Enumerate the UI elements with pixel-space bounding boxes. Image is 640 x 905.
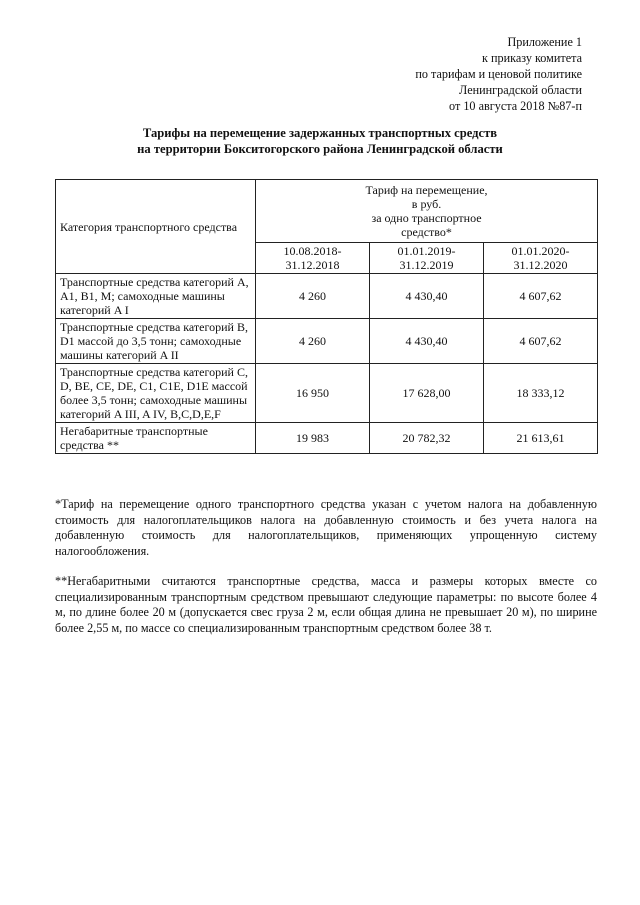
- tariff-table: [55, 179, 598, 454]
- appendix-line: от 10 августа 2018 №87-п: [449, 99, 582, 113]
- tariff-cell: 4 260: [256, 319, 370, 364]
- category-cell: Транспортные средства категорий A, A1, B1, M; самоходные машины категорий A I: [56, 274, 256, 319]
- category-cell: Негабаритные транспортные средства **: [56, 423, 256, 454]
- tariff-header-line: в руб.: [411, 197, 442, 211]
- document-title: [0, 125, 640, 157]
- period-header: 10.08.2018-31.12.2018: [256, 243, 370, 274]
- appendix-line: к приказу комитета: [482, 51, 582, 65]
- appendix-line: по тарифам и ценовой политике: [415, 67, 582, 81]
- table-row: [56, 423, 598, 454]
- tariff-cell: 4 430,40: [370, 319, 484, 364]
- tariff-cell: 21 613,61: [484, 423, 598, 454]
- tariff-header-line: за одно транспортное: [371, 211, 482, 225]
- appendix-line: Ленинградской области: [459, 83, 582, 97]
- period-header: 01.01.2019-31.12.2019: [370, 243, 484, 274]
- footnote-vat: *Тариф на перемещение одного транспортного средства указан с учетом налога на добавленную стоимость для налогоплательщиков налога на добавленную стоимость и без учета налога на добавленную стоимость для налогоплательщиков, применяющих упрощенную систему налогообложения.: [55, 497, 597, 558]
- tariff-cell: 4 260: [256, 274, 370, 319]
- tariff-cell: 20 782,32: [370, 423, 484, 454]
- table-row: [56, 364, 598, 423]
- appendix-block: [415, 34, 582, 114]
- category-header: Категория транспортного средства: [56, 180, 256, 274]
- footnote-oversized: **Негабаритными считаются транспортные средства, масса и размеры которых вместе со специализированным транспортным средством превышают следующие параметры: по высоте более 4 м, по длине более 20 м (допускается свес груза 2 м, если общая длина не превышает 20 м), по ширине более 2,55 м, по массе со специализированным транспортным средством более 38 т.: [55, 574, 597, 635]
- table-row: [56, 319, 598, 364]
- footnotes: [55, 497, 597, 651]
- table-header-row: [56, 180, 598, 243]
- tariff-header-line: Тариф на перемещение,: [365, 183, 488, 197]
- tariff-cell: 19 983: [256, 423, 370, 454]
- tariff-cell: 16 950: [256, 364, 370, 423]
- tariff-cell: 18 333,12: [484, 364, 598, 423]
- category-cell: Транспортные средства категорий C, D, BE, CE, DE, C1, C1E, D1E массой более 3,5 тонн; самоходные машины категорий A III, A IV, B,C,D,E,F: [56, 364, 256, 423]
- tariff-cell: 4 430,40: [370, 274, 484, 319]
- category-cell: Транспортные средства категорий B, D1 массой до 3,5 тонн; самоходные машины категорий A II: [56, 319, 256, 364]
- period-header: 01.01.2020-31.12.2020: [484, 243, 598, 274]
- appendix-line: Приложение 1: [507, 35, 582, 49]
- tariff-header-line: средство*: [401, 225, 452, 239]
- tariff-header: [256, 180, 598, 243]
- title-line-2: на территории Бокситогорского района Ленинградской области: [137, 142, 503, 156]
- tariff-cell: 17 628,00: [370, 364, 484, 423]
- table-row: [56, 274, 598, 319]
- tariff-cell: 4 607,62: [484, 274, 598, 319]
- title-line-1: Тарифы на перемещение задержанных транспортных средств: [142, 126, 498, 140]
- tariff-cell: 4 607,62: [484, 319, 598, 364]
